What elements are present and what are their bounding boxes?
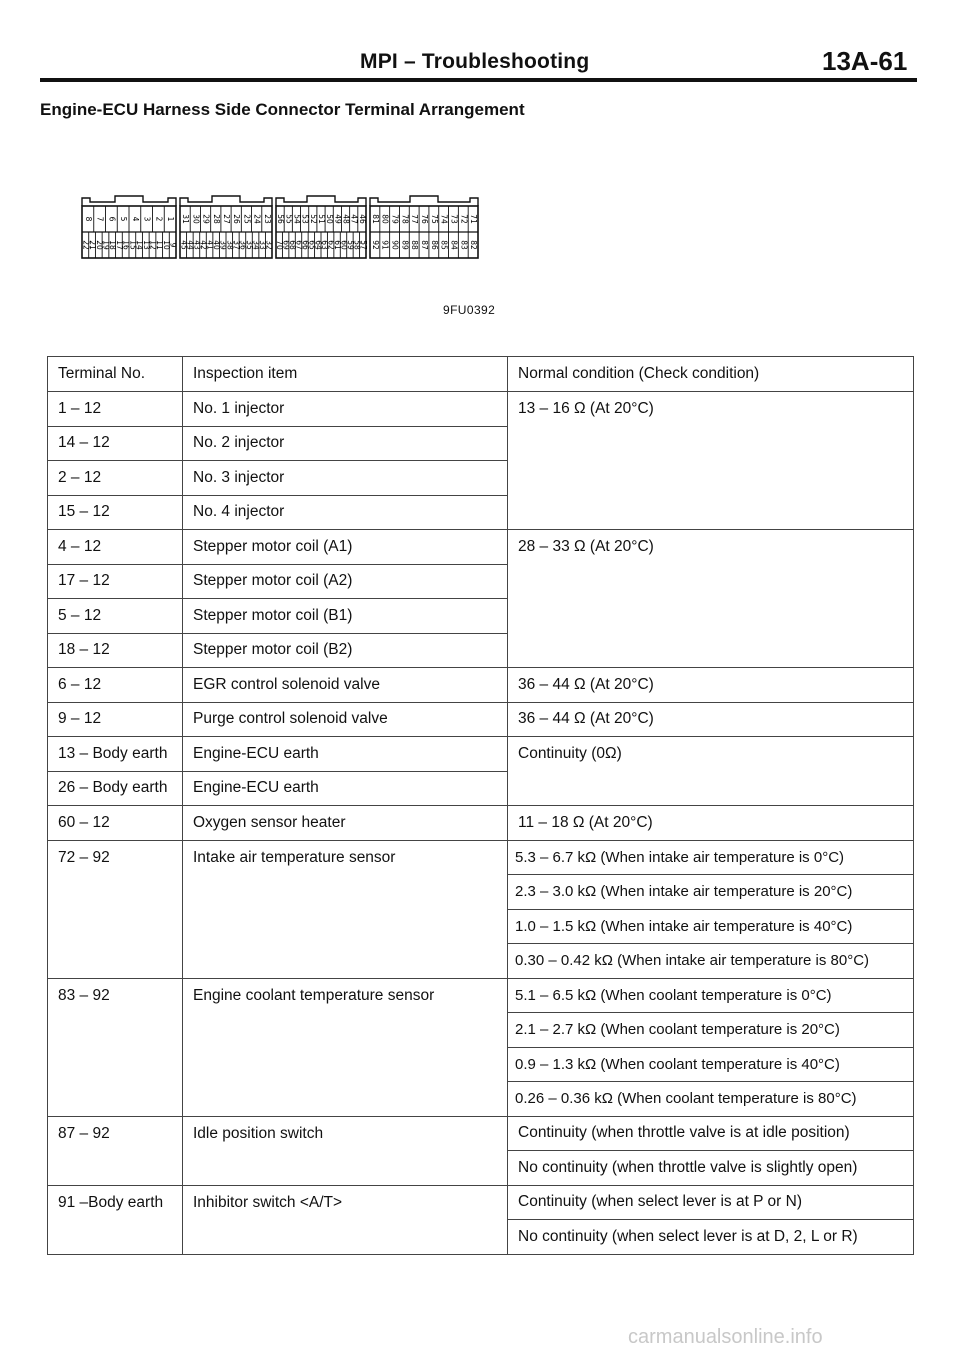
terminal-pin-label: 59 [345, 240, 355, 250]
table-row [48, 806, 914, 841]
terminal-pin-label: 70 [275, 240, 285, 250]
terminal-pin-label: 92 [370, 240, 380, 250]
terminal-pin-label: 14 [135, 240, 145, 250]
item-cell: Purge control solenoid valve [183, 702, 508, 737]
terminal-pin-label: 86 [429, 240, 439, 250]
terminal-pin-label: 76 [420, 214, 429, 224]
item-cell: No. 2 injector [183, 426, 508, 461]
item-cell: EGR control solenoid valve [183, 668, 508, 703]
terminal-pin-label: 23 [262, 214, 272, 224]
terminal-pin-label: 25 [242, 214, 252, 224]
condition-cell: 2.3 – 3.0 kΩ (When intake air temperature is 20°C) [508, 875, 914, 910]
table-row [48, 530, 914, 565]
terminal-pin-label: 31 [181, 214, 191, 224]
table-row [48, 978, 914, 1013]
item-cell: Stepper motor coil (A2) [183, 564, 508, 599]
terminal-pin-label: 19 [101, 240, 111, 250]
terminal-cell: 4 – 12 [48, 530, 183, 565]
terminal-pin-label: 32 [264, 240, 274, 250]
terminal-cell: 26 – Body earth [48, 771, 183, 806]
table-row [48, 840, 914, 875]
table-row [48, 1185, 914, 1220]
terminal-pin-label: 34 [251, 240, 261, 250]
section-title: Engine-ECU Harness Side Connector Terminal Arrangement [40, 100, 525, 119]
terminal-spec-table [47, 356, 914, 1255]
terminal-pin-label: 43 [192, 240, 202, 250]
terminal-cell: 72 – 92 [48, 840, 183, 978]
terminal-pin-label: 38 [225, 240, 235, 250]
terminal-pin-label: 69 [281, 240, 291, 250]
terminal-pin-label: 82 [469, 240, 479, 250]
terminal-cell: 87 – 92 [48, 1116, 183, 1185]
terminal-pin-label: 41 [205, 240, 215, 250]
item-cell: Stepper motor coil (B1) [183, 599, 508, 634]
terminal-pin-label: 85 [439, 240, 449, 250]
terminal-pin-label: 40 [212, 240, 222, 250]
terminal-pin-label: 48 [341, 214, 351, 224]
terminal-pin-label: 12 [148, 240, 158, 250]
condition-cell: No continuity (when select lever is at D, 2, L or R) [508, 1220, 914, 1255]
terminal-pin-label: 22 [81, 240, 91, 250]
terminal-pin-label: 15 [128, 240, 138, 250]
terminal-pin-label: 89 [400, 240, 410, 250]
terminal-pin-label: 17 [114, 240, 124, 250]
terminal-pin-label: 35 [245, 240, 254, 250]
condition-cell: 1.0 – 1.5 kΩ (When intake air temperature is 40°C) [508, 909, 914, 944]
condition-cell: Continuity (when select lever is at P or N) [508, 1185, 914, 1220]
terminal-cell: 6 – 12 [48, 668, 183, 703]
item-cell: Idle position switch [183, 1116, 508, 1185]
terminal-cell: 18 – 12 [48, 633, 183, 668]
terminal-pin-label: 56 [276, 214, 286, 224]
terminal-pin-label: 47 [349, 214, 359, 224]
condition-cell: Continuity (0Ω) [508, 737, 914, 806]
terminal-pin-label: 54 [292, 214, 302, 224]
condition-cell: Continuity (when throttle valve is at idle position) [508, 1116, 914, 1151]
terminal-cell: 5 – 12 [48, 599, 183, 634]
terminal-cell: 17 – 12 [48, 564, 183, 599]
connector-block [275, 196, 368, 258]
terminal-cell: 15 – 12 [48, 495, 183, 530]
terminal-pin-label: 78 [400, 214, 410, 224]
terminal-pin-label: 72 [459, 214, 469, 224]
connector-block [81, 196, 177, 258]
header-rule [40, 78, 917, 82]
terminal-pin-label: 90 [390, 240, 400, 250]
terminal-pin-label: 20 [94, 240, 104, 250]
terminal-pin-label: 77 [410, 214, 420, 224]
terminal-cell: 9 – 12 [48, 702, 183, 737]
item-cell: Oxygen sensor heater [183, 806, 508, 841]
item-cell: Engine coolant temperature sensor [183, 978, 508, 1116]
item-cell: No. 1 injector [183, 392, 508, 427]
terminal-pin-label: 36 [238, 240, 248, 250]
terminal-pin-label: 13 [141, 240, 151, 250]
terminal-pin-label: 51 [317, 214, 326, 224]
item-cell: No. 3 injector [183, 461, 508, 496]
item-cell: Engine-ECU earth [183, 737, 508, 772]
terminal-pin-label: 65 [307, 240, 317, 250]
terminal-pin-label: 83 [459, 240, 469, 250]
condition-cell: 13 – 16 Ω (At 20°C) [508, 392, 914, 530]
terminal-pin-label: 60 [339, 240, 349, 250]
table-row [48, 702, 914, 737]
col-header-condition: Normal condition (Check condition) [508, 357, 914, 392]
terminal-pin-label: 4 [130, 216, 140, 222]
table-row [48, 737, 914, 772]
terminal-pin-label: 44 [185, 240, 195, 250]
condition-cell: 0.30 – 0.42 kΩ (When intake air temperature is 80°C) [508, 944, 914, 979]
page-number: 13A-61 [822, 46, 908, 76]
terminal-pin-label: 61 [333, 240, 343, 250]
col-header-item: Inspection item [183, 357, 508, 392]
table-row [48, 1116, 914, 1151]
terminal-pin-label: 66 [300, 240, 310, 250]
connector-block [370, 196, 478, 258]
table-row [48, 392, 914, 427]
condition-cell: 5.1 – 6.5 kΩ (When coolant temperature is 0°C) [508, 978, 914, 1013]
terminal-pin-label: 42 [199, 240, 208, 250]
terminal-pin-label: 57 [358, 240, 368, 250]
terminal-cell: 1 – 12 [48, 392, 183, 427]
terminal-pin-label: 52 [308, 214, 318, 224]
terminal-cell: 60 – 12 [48, 806, 183, 841]
col-header-terminal: Terminal No. [48, 357, 183, 392]
connector-diagram [80, 188, 480, 264]
condition-cell: 36 – 44 Ω (At 20°C) [508, 668, 914, 703]
terminal-pin-label: 55 [284, 214, 294, 224]
terminal-pin-label: 5 [119, 216, 129, 222]
terminal-pin-label: 24 [252, 214, 262, 224]
item-cell: Engine-ECU earth [183, 771, 508, 806]
terminal-pin-label: 45 [179, 240, 189, 250]
condition-cell: 11 – 18 Ω (At 20°C) [508, 806, 914, 841]
terminal-pin-label: 28 [211, 214, 221, 224]
item-cell: No. 4 injector [183, 495, 508, 530]
condition-cell: No continuity (when throttle valve is slightly open) [508, 1151, 914, 1186]
terminal-pin-label: 18 [108, 240, 118, 250]
item-cell: Intake air temperature sensor [183, 840, 508, 978]
condition-cell: 0.9 – 1.3 kΩ (When coolant temperature is 40°C) [508, 1047, 914, 1082]
terminal-cell: 13 – Body earth [48, 737, 183, 772]
terminal-pin-label: 49 [333, 214, 343, 224]
terminal-pin-label: 29 [201, 214, 211, 224]
terminal-pin-label: 63 [320, 240, 330, 250]
terminal-pin-label: 46 [357, 214, 367, 224]
watermark: carmanualsonline.info [628, 1326, 823, 1348]
figure-code: 9FU0392 [443, 303, 496, 317]
terminal-pin-label: 79 [390, 214, 400, 224]
terminal-pin-label: 53 [300, 214, 310, 224]
terminal-pin-label: 81 [370, 214, 380, 224]
terminal-pin-label: 75 [429, 214, 439, 224]
header-title: MPI – Troubleshooting [360, 50, 590, 73]
item-cell: Stepper motor coil (B2) [183, 633, 508, 668]
condition-cell: 0.26 – 0.36 kΩ (When coolant temperature is 80°C) [508, 1082, 914, 1117]
terminal-pin-label: 62 [326, 240, 336, 250]
terminal-pin-label: 88 [410, 240, 420, 250]
terminal-pin-label: 37 [231, 240, 241, 250]
terminal-pin-label: 21 [88, 240, 98, 250]
terminal-pin-label: 27 [222, 214, 231, 224]
table-row [48, 668, 914, 703]
terminal-cell: 91 –Body earth [48, 1185, 183, 1254]
terminal-pin-label: 39 [218, 240, 228, 250]
terminal-pin-label: 64 [313, 240, 323, 250]
terminal-cell: 83 – 92 [48, 978, 183, 1116]
item-cell: Stepper motor coil (A1) [183, 530, 508, 565]
condition-cell: 2.1 – 2.7 kΩ (When coolant temperature is 20°C) [508, 1013, 914, 1048]
terminal-pin-label: 80 [380, 214, 390, 224]
terminal-pin-label: 2 [154, 216, 164, 222]
terminal-pin-label: 10 [161, 240, 171, 250]
terminal-pin-label: 74 [439, 214, 449, 224]
terminal-pin-label: 9 [168, 242, 178, 248]
terminal-pin-label: 67 [294, 240, 304, 250]
table-header-row [48, 357, 914, 392]
terminal-cell: 14 – 12 [48, 426, 183, 461]
terminal-pin-label: 87 [420, 240, 429, 250]
terminal-pin-label: 6 [107, 216, 117, 222]
terminal-pin-label: 8 [83, 216, 93, 222]
terminal-pin-label: 33 [258, 240, 268, 250]
condition-cell: 28 – 33 Ω (At 20°C) [508, 530, 914, 668]
terminal-pin-label: 50 [325, 214, 335, 224]
item-cell: Inhibitor switch <A/T> [183, 1185, 508, 1254]
terminal-pin-label: 16 [121, 240, 131, 250]
terminal-pin-label: 26 [232, 214, 242, 224]
connector-block [179, 196, 273, 258]
terminal-pin-label: 11 [155, 240, 165, 250]
terminal-pin-label: 1 [166, 216, 176, 222]
condition-cell: 36 – 44 Ω (At 20°C) [508, 702, 914, 737]
terminal-pin-label: 68 [288, 240, 298, 250]
terminal-pin-label: 73 [449, 214, 459, 224]
terminal-pin-label: 91 [380, 240, 390, 250]
terminal-pin-label: 3 [142, 216, 152, 222]
terminal-pin-label: 7 [95, 216, 105, 222]
terminal-pin-label: 84 [449, 240, 459, 250]
terminal-pin-label: 30 [191, 214, 201, 224]
terminal-pin-label: 71 [469, 214, 479, 224]
condition-cell: 5.3 – 6.7 kΩ (When intake air temperature is 0°C) [508, 840, 914, 875]
terminal-cell: 2 – 12 [48, 461, 183, 496]
terminal-pin-label: 58 [352, 240, 362, 250]
